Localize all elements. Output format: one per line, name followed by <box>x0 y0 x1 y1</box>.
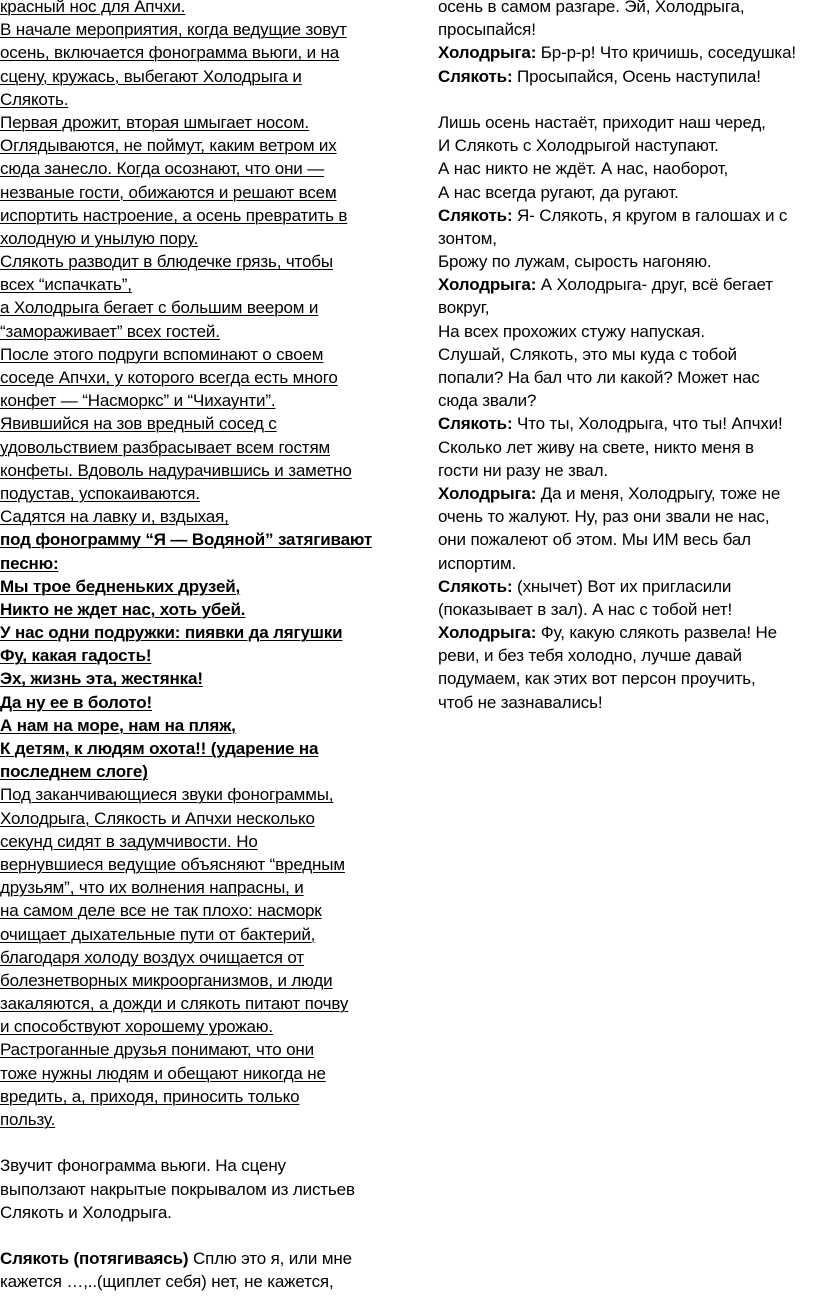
speaker-name: Слякоть (потягиваясь) <box>0 1249 189 1269</box>
text-line: реви, и без тебя холодно, лучше давай <box>438 646 742 666</box>
text-line: вредить, а, приходя, приносить только <box>0 1086 300 1106</box>
text-line: Мы трое бедненьких друзей, <box>0 576 241 596</box>
blank-line <box>0 1224 398 1247</box>
text-line: Слякоть и Холодрыга. <box>0 1202 172 1222</box>
text-line: выползают накрытые покрывалом из листьев <box>0 1179 355 1199</box>
text-line: благодаря холоду воздух очищается от <box>0 947 304 967</box>
speaker-name: Холодрыга: <box>438 483 537 503</box>
text-line: удовольствием разбрасывает всем гостям <box>0 437 331 457</box>
speaker-name: Слякоть: <box>438 576 513 596</box>
dialogue-text: Что ты, Холодрыга, что ты! Апчхи! <box>512 414 783 434</box>
text-line: осень, включается фонограмма вьюги, и на <box>0 43 340 63</box>
dialogue-text: Бр-р-р! Что кричишь, соседушка! <box>536 43 796 63</box>
text-line: конфеты. Вдоволь надурачившись и заметно <box>0 460 352 480</box>
text-line: Эх, жизнь эта, жестянка! <box>0 669 203 689</box>
text-line: чтоб не зазнавались! <box>438 692 603 712</box>
text-line: К детям, к людям охота!! (ударение на <box>0 739 319 758</box>
text-line: У нас одни подружки: пиявки да лягушки <box>0 623 343 643</box>
text-line: Слякоть. <box>0 89 69 109</box>
poem-stanza <box>438 111 816 204</box>
dialogue-text: (хнычет) Вот их пригласили <box>512 576 732 596</box>
text-line: Слушай, Слякоть, это мы куда с тобой <box>438 344 737 364</box>
scene-direction <box>0 1154 398 1224</box>
text-line: а Холодрыга бегает с большим веером и <box>0 298 319 318</box>
dialogue-line <box>438 482 816 505</box>
text-line: зонтом, <box>438 228 497 248</box>
outro-paragraph <box>0 783 398 1131</box>
text-line: На всех прохожих стужу напуская. <box>438 321 705 341</box>
text-line: соседе Апчхи, у которого всегда есть много <box>0 368 338 387</box>
intro-paragraph <box>0 0 398 528</box>
text-line: пользу. <box>0 1110 56 1129</box>
text-line: Фу, какая гадость! <box>0 646 152 666</box>
speaker-name: Холодрыга: <box>438 623 537 643</box>
text-line: Оглядываются, не поймут, каким ветром их <box>0 136 337 156</box>
text-line: (показывает в зал). А нас с тобой нет! <box>438 599 733 619</box>
dialogue-text: Просыпайся, Осень наступила! <box>512 66 761 86</box>
text-line: В начале мероприятия, когда ведущие зовут <box>0 20 347 40</box>
text-line: Под заканчивающиеся звуки фонограммы, <box>0 785 334 805</box>
text-line: А нас всегда ругают, да ругают. <box>438 182 679 202</box>
dialogue-line <box>438 204 816 227</box>
text-line: Брожу по лужам, сырость нагоняю. <box>438 252 712 272</box>
dialogue-line <box>438 41 816 64</box>
text-line: сюда звали? <box>438 391 537 411</box>
text-line: сюда занесло. Когда осознают, что они — <box>0 159 325 179</box>
text-line: После этого подруги вспоминают о своем <box>0 344 324 364</box>
text-line: тоже нужны людям и обещают никогда не <box>0 1063 326 1083</box>
dialogue-line <box>438 412 816 435</box>
text-line: конфет — “Насморкс” и “Чихаунти”. <box>0 391 276 411</box>
text-line: незваные гости, обижаются и решают всем <box>0 182 337 202</box>
text-line: очищает дыхательные пути от бактерий, <box>0 924 316 944</box>
speaker-name: Слякоть: <box>438 205 513 225</box>
text-line: осень в самом разгаре. Эй, Холодрыга, <box>438 0 745 16</box>
dialogue-line <box>438 65 816 88</box>
speaker-name: Слякоть: <box>438 66 513 86</box>
text-line: и способствуют хорошему урожаю. <box>0 1017 273 1037</box>
text-line: подумаем, как этих вот персон проучить, <box>438 669 756 689</box>
text-line: очень то жалуют. Ну, раз они звали не нас, <box>438 507 770 527</box>
text-line: Слякоть разводит в блюдечке грязь, чтобы <box>0 252 333 272</box>
text-line: Растроганные друзья понимают, что они <box>0 1040 314 1060</box>
text-line: последнем слоге) <box>0 762 148 782</box>
dialogue-text: Я- Слякоть, я кругом в галошах и с <box>512 205 788 225</box>
text-line: Первая дрожит, вторая шмыгает носом. <box>0 112 309 132</box>
text-line: попали? На бал что ли какой? Может нас <box>438 368 760 387</box>
text-line: Никто не ждет нас, хоть убей. <box>0 599 246 619</box>
dialogue-text: Сплю это я, или мне <box>188 1249 352 1269</box>
dialogue-line <box>0 1247 398 1270</box>
text-line: песню: <box>0 553 59 573</box>
text-line: Холодрыга, Слякость и Апчхи несколько <box>0 808 315 828</box>
text-line: просыпайся! <box>438 20 536 40</box>
text-line: А нас никто не ждёт. А нас, наоборот, <box>438 159 729 179</box>
blank-line <box>0 1131 398 1154</box>
text-line: болезнетворных микроорганизмов, и люди <box>0 970 333 990</box>
text-line: на самом деле все не так плохо: насморк <box>0 901 322 921</box>
text-line: Явившийся на зов вредный сосед с <box>0 414 277 434</box>
speaker-name: Холодрыга: <box>438 275 537 295</box>
dialogue-line <box>438 575 816 598</box>
dialogue-line <box>438 273 816 296</box>
text-line: друзьям”, что их волнения напрасны, и <box>0 878 304 898</box>
text-line: Сколько лет живу на свете, никто меня в <box>438 437 754 457</box>
text-line: секунд сидят в задумчивости. Но <box>0 831 258 851</box>
blank-line <box>438 88 816 111</box>
speaker-name: Холодрыга: <box>438 43 537 63</box>
text-line: под фонограмму “Я — Водяной” затягивают <box>0 530 373 550</box>
dialogue-text: Да и меня, Холодрыгу, тоже не <box>536 483 781 503</box>
left-column <box>0 0 398 1294</box>
text-line: красный нос для Апчхи. <box>0 0 186 16</box>
text-line: “замораживает” всех гостей. <box>0 321 220 341</box>
text-line: гости ни разу не звал. <box>438 460 608 480</box>
text-line: А нам на море, нам на пляж, <box>0 715 236 735</box>
text-line: холодную и унылую пору. <box>0 228 199 248</box>
dialogue-text: А Холодрыга- друг, всё бегает <box>536 275 773 295</box>
text-line: Да ну ее в болото! <box>0 692 152 712</box>
text-line: вернувшиеся ведущие объясняют “вредным <box>0 854 345 874</box>
text-line: испортим. <box>438 553 517 573</box>
text-line: вокруг, <box>438 298 490 318</box>
speaker-name: Слякоть: <box>438 414 513 434</box>
text-line: всех “испачкать”, <box>0 275 132 295</box>
text-line: подустав, успокаиваются. <box>0 483 200 503</box>
text-line: Садятся на лавку и, вздыхая, <box>0 507 229 527</box>
text-line: испортить настроение, а осень превратить в <box>0 205 348 225</box>
text-line: И Слякоть с Холодрыгой наступают. <box>438 136 719 156</box>
text-line: они пожалеют об этом. Мы ИМ весь бал <box>438 530 751 550</box>
text-line: закаляются, а дожди и слякоть питают почву <box>0 994 349 1014</box>
right-column <box>438 0 816 714</box>
text-line: Звучит фонограмма вьюги. На сцену <box>0 1156 286 1176</box>
dialogue-text: Фу, какую слякоть развела! Не <box>536 623 777 643</box>
text-line: Лишь осень настаёт, приходит наш черед, <box>438 112 766 132</box>
text-line: сцену, кружась, выбегают Холодрыга и <box>0 66 302 86</box>
song-lyrics <box>0 528 398 783</box>
dialogue-line <box>438 621 816 644</box>
dialogue-line: кажется …,..(щиплет себя) нет, не кажется, <box>0 1272 334 1292</box>
